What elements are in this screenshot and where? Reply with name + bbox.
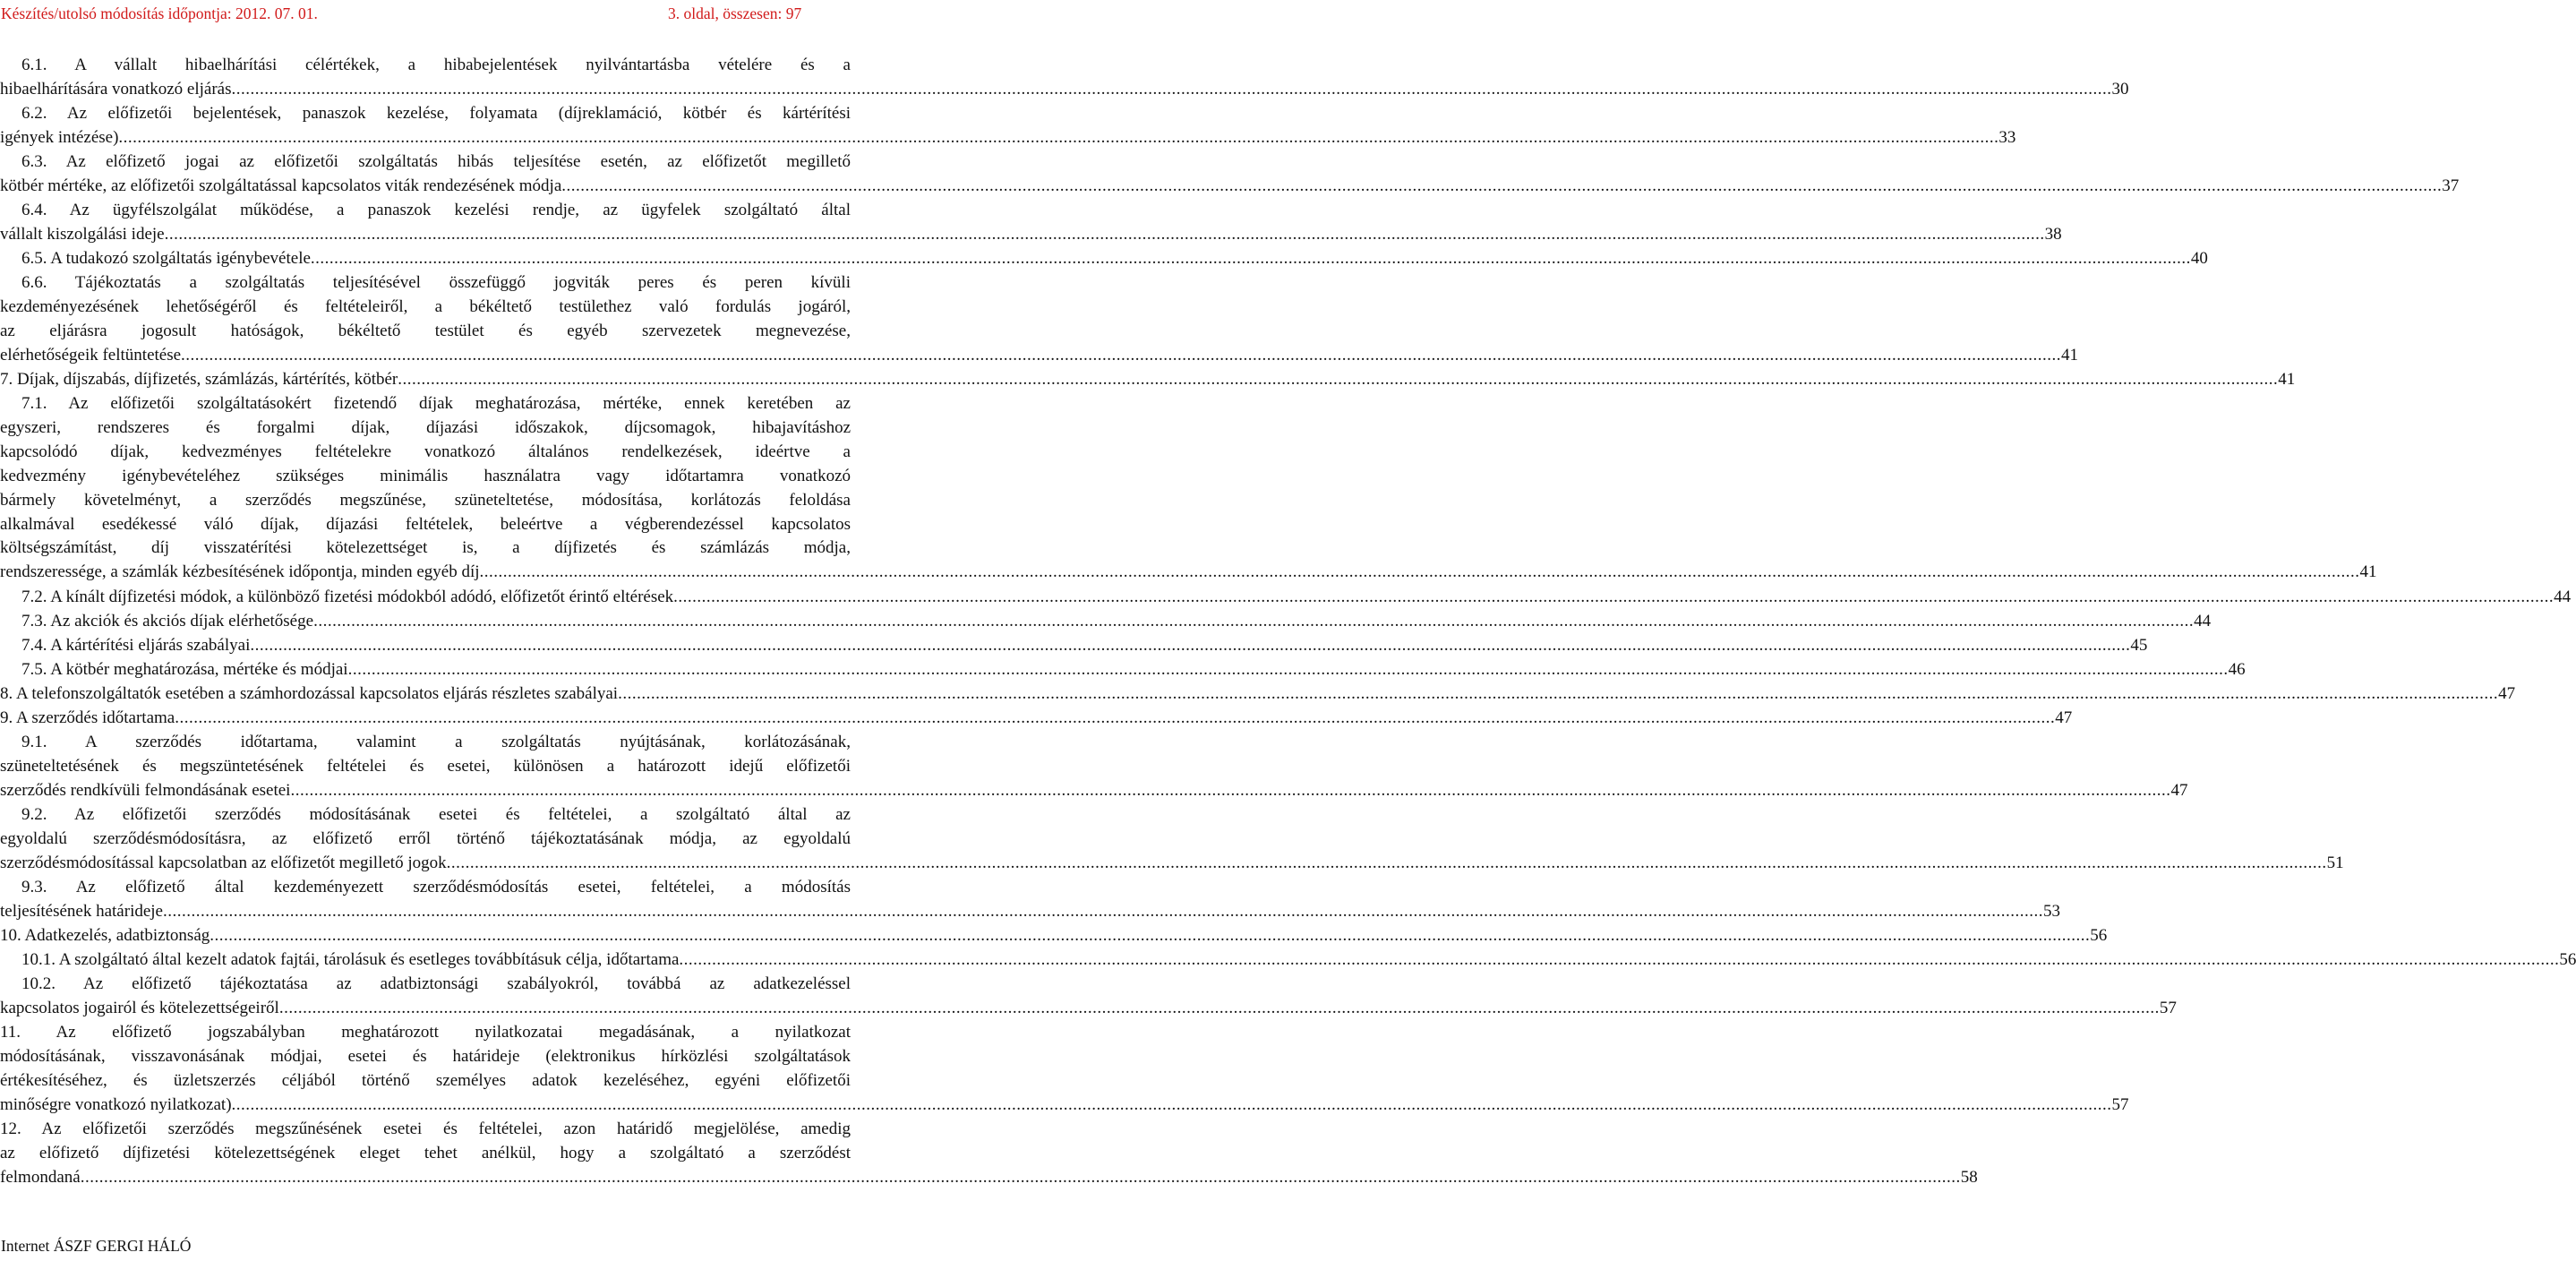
toc-entry-title: igények intézése): [0, 127, 119, 147]
toc-entry-title: minőségre vonatkozó nyilatkozat): [0, 1094, 232, 1114]
toc-entry-last-line: [0, 634, 2148, 658]
toc-entry-line: módosításának, visszavonásának módjai, esetei és határideje (elektronikus hírközlési szolgáltatások: [0, 1046, 851, 1066]
toc-entry-line: 6.6. Tájékoztatás a szolgáltatás teljesítésével összefüggő jogviták peres és peren kívüli: [21, 273, 851, 292]
toc-entry-title: 6.5. A tudakozó szolgáltatás igénybevétele: [21, 249, 311, 268]
toc-entry-last-line: [0, 948, 2576, 973]
toc-entry[interactable]: [0, 199, 2062, 247]
toc-leader-dots: ................................................................................................................................................................................................................................................................................................................................................................................................................: [118, 127, 1999, 147]
toc-entry[interactable]: [0, 707, 2073, 731]
toc-entry-line: az eljárásra jogosult hatóságok, békéltető testület és egyéb szervezetek megnevezése,: [0, 321, 851, 340]
toc-entry-line: szüneteltetésének és megszüntetésének feltételei és esetei, különösen a határozott idejű előfizetői: [0, 756, 851, 776]
toc-leader-dots: ................................................................................................................................................................................................................................................................................................................................................................................................................: [673, 588, 2555, 606]
toc-entry-line: az előfizető díjfizetési kötelezettségének eleget tehet anélkül, hogy a szolgáltató a szerződést: [0, 1143, 851, 1162]
toc-entry-line: bármely követelményt, a szerződés megszűnése, szüneteltetése, módosítása, korlátozás feloldása: [0, 490, 851, 510]
toc-entry-line: alkalmával esedékessé váló díjak, díjazási feltételek, beleértve a végberendezéssel kapcsolatos: [0, 514, 851, 534]
toc-entry-last-line: [0, 900, 2060, 924]
toc-leader-dots: ................................................................................................................................................................................................................................................................................................................................................................................................................: [278, 998, 2160, 1017]
toc-entry-last-line: [0, 924, 2108, 948]
toc-entry[interactable]: [0, 948, 2576, 973]
toc-leader-dots: ................................................................................................................................................................................................................................................................................................................................................................................................................: [561, 176, 2443, 195]
toc-entry-last-line: [0, 997, 2177, 1021]
toc-entry-line: 6.1. A vállalt hibaelhárítási célértékek, a hibabejelentések nyilvántartásba vételére és a: [21, 56, 851, 74]
toc-page-number: 38: [2044, 224, 2062, 244]
toc-entry-last-line: [0, 658, 2246, 682]
toc-entry-title: 7.4. A kártérítési eljárás szabályai: [21, 636, 251, 655]
toc-entry-title: kapcsolatos jogairól és kötelezettségeiről: [0, 998, 279, 1017]
toc-entry-line: 11. Az előfizető jogszabályban meghatározott nyilatkozatai megadásának, a nyilatkozat: [0, 1023, 851, 1042]
toc-entry[interactable]: [0, 731, 2188, 803]
toc-entry-line: kezdeményezésének lehetőségéről és feltételeiről, a békéltető testülethez való fordulás jogáról,: [0, 296, 851, 316]
toc-entry-line: 9.1. A szerződés időtartama, valamint a szolgáltatás nyújtásának, korlátozásának,: [21, 733, 851, 751]
toc-leader-dots: ................................................................................................................................................................................................................................................................................................................................................................................................................: [347, 660, 2229, 679]
toc-leader-dots: ................................................................................................................................................................................................................................................................................................................................................................................................................: [310, 249, 2191, 268]
toc-entry-last-line: [0, 126, 2016, 150]
toc-page-number: 56: [2559, 950, 2576, 969]
toc-entry[interactable]: [0, 610, 2212, 634]
toc-leader-dots: ................................................................................................................................................................................................................................................................................................................................................................................................................: [446, 853, 2327, 872]
toc-entry-last-line: [0, 707, 2073, 731]
toc-entry-last-line: [0, 779, 2188, 803]
toc-entry-line: 9.3. Az előfizető által kezdeményezett szerződésmódosítás esetei, feltételei, a módosítás: [21, 878, 851, 896]
toc-entry[interactable]: [0, 973, 2177, 1021]
toc-entry[interactable]: [0, 102, 2016, 150]
toc-page-number: 56: [2090, 926, 2108, 945]
toc-page-number: 44: [2554, 588, 2572, 606]
toc-entry-last-line: [0, 344, 2079, 368]
toc-entry[interactable]: [0, 803, 2344, 876]
toc-entry-title: 7.3. Az akciók és akciós díjak elérhetősége: [21, 612, 314, 630]
toc-entry-title: kötbér mértéke, az előfizetői szolgáltatással kapcsolatos viták rendezésének módja: [0, 176, 562, 195]
toc-entry[interactable]: [0, 150, 2460, 199]
toc-entry-line: 7.1. Az előfizetői szolgáltatásokért fizetendő díjak meghatározása, mértéke, ennek keretében az: [21, 394, 851, 413]
toc-entry-line: 9.2. Az előfizetői szerződés módosításának esetei és feltételei, a szolgáltató által az: [21, 805, 851, 824]
toc-entry-title: hibaelhárítására vonatkozó eljárás: [0, 79, 232, 99]
toc-entry-last-line: [0, 586, 2572, 610]
toc-leader-dots: ................................................................................................................................................................................................................................................................................................................................................................................................................: [250, 636, 2131, 655]
toc-entry[interactable]: [0, 634, 2148, 658]
toc-entry-line: 6.3. Az előfizető jogai az előfizetői szolgáltatás hibás teljesítése esetén, az előfizetőt megillető: [21, 152, 851, 171]
toc-entry-line: 6.4. Az ügyfélszolgálat működése, a panaszok kezelési rendje, az ügyfelek szolgáltató által: [21, 201, 851, 219]
toc-entry-line: egyszeri, rendszeres és forgalmi díjak, díjazási időszakok, díjcsomagok, hibajavításhoz: [0, 417, 851, 437]
toc-page-number: 53: [2043, 901, 2060, 921]
toc-page-number: 33: [1998, 127, 2016, 147]
toc-entry-title: 7. Díjak, díjszabás, díjfizetés, számlázás, kártérítés, kötbér: [0, 370, 398, 389]
page-header: [0, 0, 860, 27]
toc-entry-title: 8. A telefonszolgáltatók esetében a számhordozással kapcsolatos eljárás részletes szabályai: [0, 684, 619, 703]
toc-leader-dots: ................................................................................................................................................................................................................................................................................................................................................................................................................: [231, 1094, 2112, 1114]
toc-entry-last-line: [0, 1166, 1978, 1190]
toc-leader-dots: ................................................................................................................................................................................................................................................................................................................................................................................................................: [313, 612, 2195, 630]
toc-entry-title: 9. A szerződés időtartama: [0, 708, 175, 727]
toc-entry-last-line: [0, 247, 2208, 271]
toc-leader-dots: ................................................................................................................................................................................................................................................................................................................................................................................................................: [181, 345, 2062, 365]
toc-page-number: 41: [2359, 562, 2377, 582]
toc-entry[interactable]: [0, 1021, 2129, 1118]
toc-entry-title: 10.1. A szolgáltató által kezelt adatok fajtái, tárolásuk és esetleges továbbításuk célja, időtartama: [21, 950, 680, 969]
toc-page-number: 57: [2111, 1094, 2129, 1114]
toc-leader-dots: ................................................................................................................................................................................................................................................................................................................................................................................................................: [164, 224, 2045, 244]
toc-entry[interactable]: [0, 658, 2246, 682]
toc-entry-title: rendszeressége, a számlák kézbesítésének időpontja, minden egyéb díj: [0, 562, 480, 582]
toc-page-number: 37: [2442, 176, 2460, 195]
toc-entry-line: kapcsolódó díjak, kedvezményes feltételekre vonatkozó általános rendelkezések, ideértve a: [0, 442, 851, 461]
toc-entry[interactable]: [0, 54, 2129, 102]
toc-page-number: 47: [2055, 708, 2073, 727]
toc-entry[interactable]: [0, 247, 2208, 271]
toc-leader-dots: ................................................................................................................................................................................................................................................................................................................................................................................................................: [618, 684, 2499, 703]
toc-page-number: 41: [2278, 370, 2296, 389]
toc-entry-last-line: [0, 852, 2344, 876]
toc-entry-line: értékesítéséhez, és üzletszerzés céljából történő személyes adatok kezeléséhez, egyéni előfizetői: [0, 1070, 851, 1090]
toc-entry-title: felmondaná: [0, 1167, 81, 1187]
toc-entry[interactable]: [0, 1118, 1978, 1190]
toc-entry-last-line: [0, 1094, 2129, 1118]
header-page-count: 3. oldal, összesen: 97: [668, 4, 802, 22]
toc-leader-dots: ................................................................................................................................................................................................................................................................................................................................................................................................................: [479, 562, 2360, 582]
toc-entry[interactable]: [0, 392, 2377, 585]
toc-entry-title: szerződés rendkívüli felmondásának esetei: [0, 780, 291, 800]
toc-entry-line: egyoldalú szerződésmódosításra, az előfizető erről történő tájékoztatásának módja, az egyoldalú: [0, 828, 851, 848]
toc-entry-last-line: [0, 561, 2377, 585]
toc-page-number: 40: [2190, 249, 2208, 268]
toc-entry-title: elérhetőségeik feltüntetése: [0, 345, 182, 365]
toc-page-number: 30: [2111, 79, 2129, 99]
toc-page-number: 47: [2170, 780, 2188, 800]
toc-entry-title: szerződésmódosítással kapcsolatban az előfizetőt megillető jogok: [0, 853, 447, 872]
page-footer: Internet ÁSZF GERGI HÁLÓ: [1, 1237, 192, 1255]
toc-entry-title: 7.2. A kínált díjfizetési módok, a különböző fizetési módokból adódó, előfizetőt érintő eltérések: [21, 588, 674, 606]
toc-leader-dots: ................................................................................................................................................................................................................................................................................................................................................................................................................: [398, 370, 2279, 389]
toc-leader-dots: ................................................................................................................................................................................................................................................................................................................................................................................................................: [210, 926, 2091, 945]
toc-entry-title: teljesítésének határideje: [0, 901, 163, 921]
toc-entry-last-line: [0, 78, 2129, 102]
toc-leader-dots: ................................................................................................................................................................................................................................................................................................................................................................................................................: [175, 708, 2056, 727]
toc-entry-line: 12. Az előfizetői szerződés megszűnésének esetei és feltételei, azon határidő megjelölése, amedig: [0, 1119, 851, 1138]
toc-leader-dots: ................................................................................................................................................................................................................................................................................................................................................................................................................: [231, 79, 2112, 99]
toc-entry[interactable]: [0, 271, 2079, 368]
toc-leader-dots: ................................................................................................................................................................................................................................................................................................................................................................................................................: [290, 780, 2171, 800]
toc-entry[interactable]: [0, 876, 2060, 924]
toc-page-number: 41: [2061, 345, 2079, 365]
toc-entry[interactable]: [0, 368, 2296, 392]
toc-page-number: 44: [2194, 612, 2212, 630]
toc-entry-last-line: [0, 368, 2296, 392]
toc-page-number: 46: [2228, 660, 2246, 679]
toc-page-number: 51: [2326, 853, 2344, 872]
toc-page-number: 47: [2498, 684, 2516, 703]
header-timestamp: Készítés/utolsó módosítás időpontja: 2012. 07. 01.: [1, 4, 318, 22]
toc-page-number: 45: [2130, 636, 2148, 655]
toc-entry-title: 10. Adatkezelés, adatbiztonság: [0, 926, 210, 945]
toc-entry[interactable]: [0, 682, 2516, 707]
toc-entry[interactable]: [0, 924, 2108, 948]
toc-entry-last-line: [0, 175, 2460, 199]
toc-entry-title: 7.5. A kötbér meghatározása, mértéke és módjai: [21, 660, 348, 679]
toc-page-number: 58: [1960, 1167, 1978, 1187]
toc-entry-title: vállalt kiszolgálási ideje: [0, 224, 165, 244]
toc-entry-line: kedvezmény igénybevételéhez szükséges minimális használatra vagy időtartamra vonatkozó: [0, 466, 851, 485]
toc-leader-dots: ................................................................................................................................................................................................................................................................................................................................................................................................................: [80, 1167, 1961, 1187]
toc-entry-line: 6.2. Az előfizetői bejelentések, panaszok kezelése, folyamata (díjreklamáció, kötbér és kártérítési: [21, 104, 851, 123]
toc-entry-last-line: [0, 682, 2516, 707]
toc-entry-last-line: [0, 223, 2062, 247]
toc-leader-dots: ................................................................................................................................................................................................................................................................................................................................................................................................................: [163, 901, 2043, 921]
toc-leader-dots: ................................................................................................................................................................................................................................................................................................................................................................................................................: [679, 950, 2560, 969]
toc-entry-line: 10.2. Az előfizető tájékoztatása az adatbiztonsági szabályokról, továbbá az adatkezeléssel: [21, 974, 851, 993]
toc-entry-last-line: [0, 610, 2212, 634]
toc-entry[interactable]: [0, 586, 2572, 610]
toc-entry-line: költségszámítást, díj visszatérítési kötelezettséget is, a díjfizetés és számlázás módja,: [0, 538, 851, 558]
toc-page-number: 57: [2159, 998, 2177, 1017]
